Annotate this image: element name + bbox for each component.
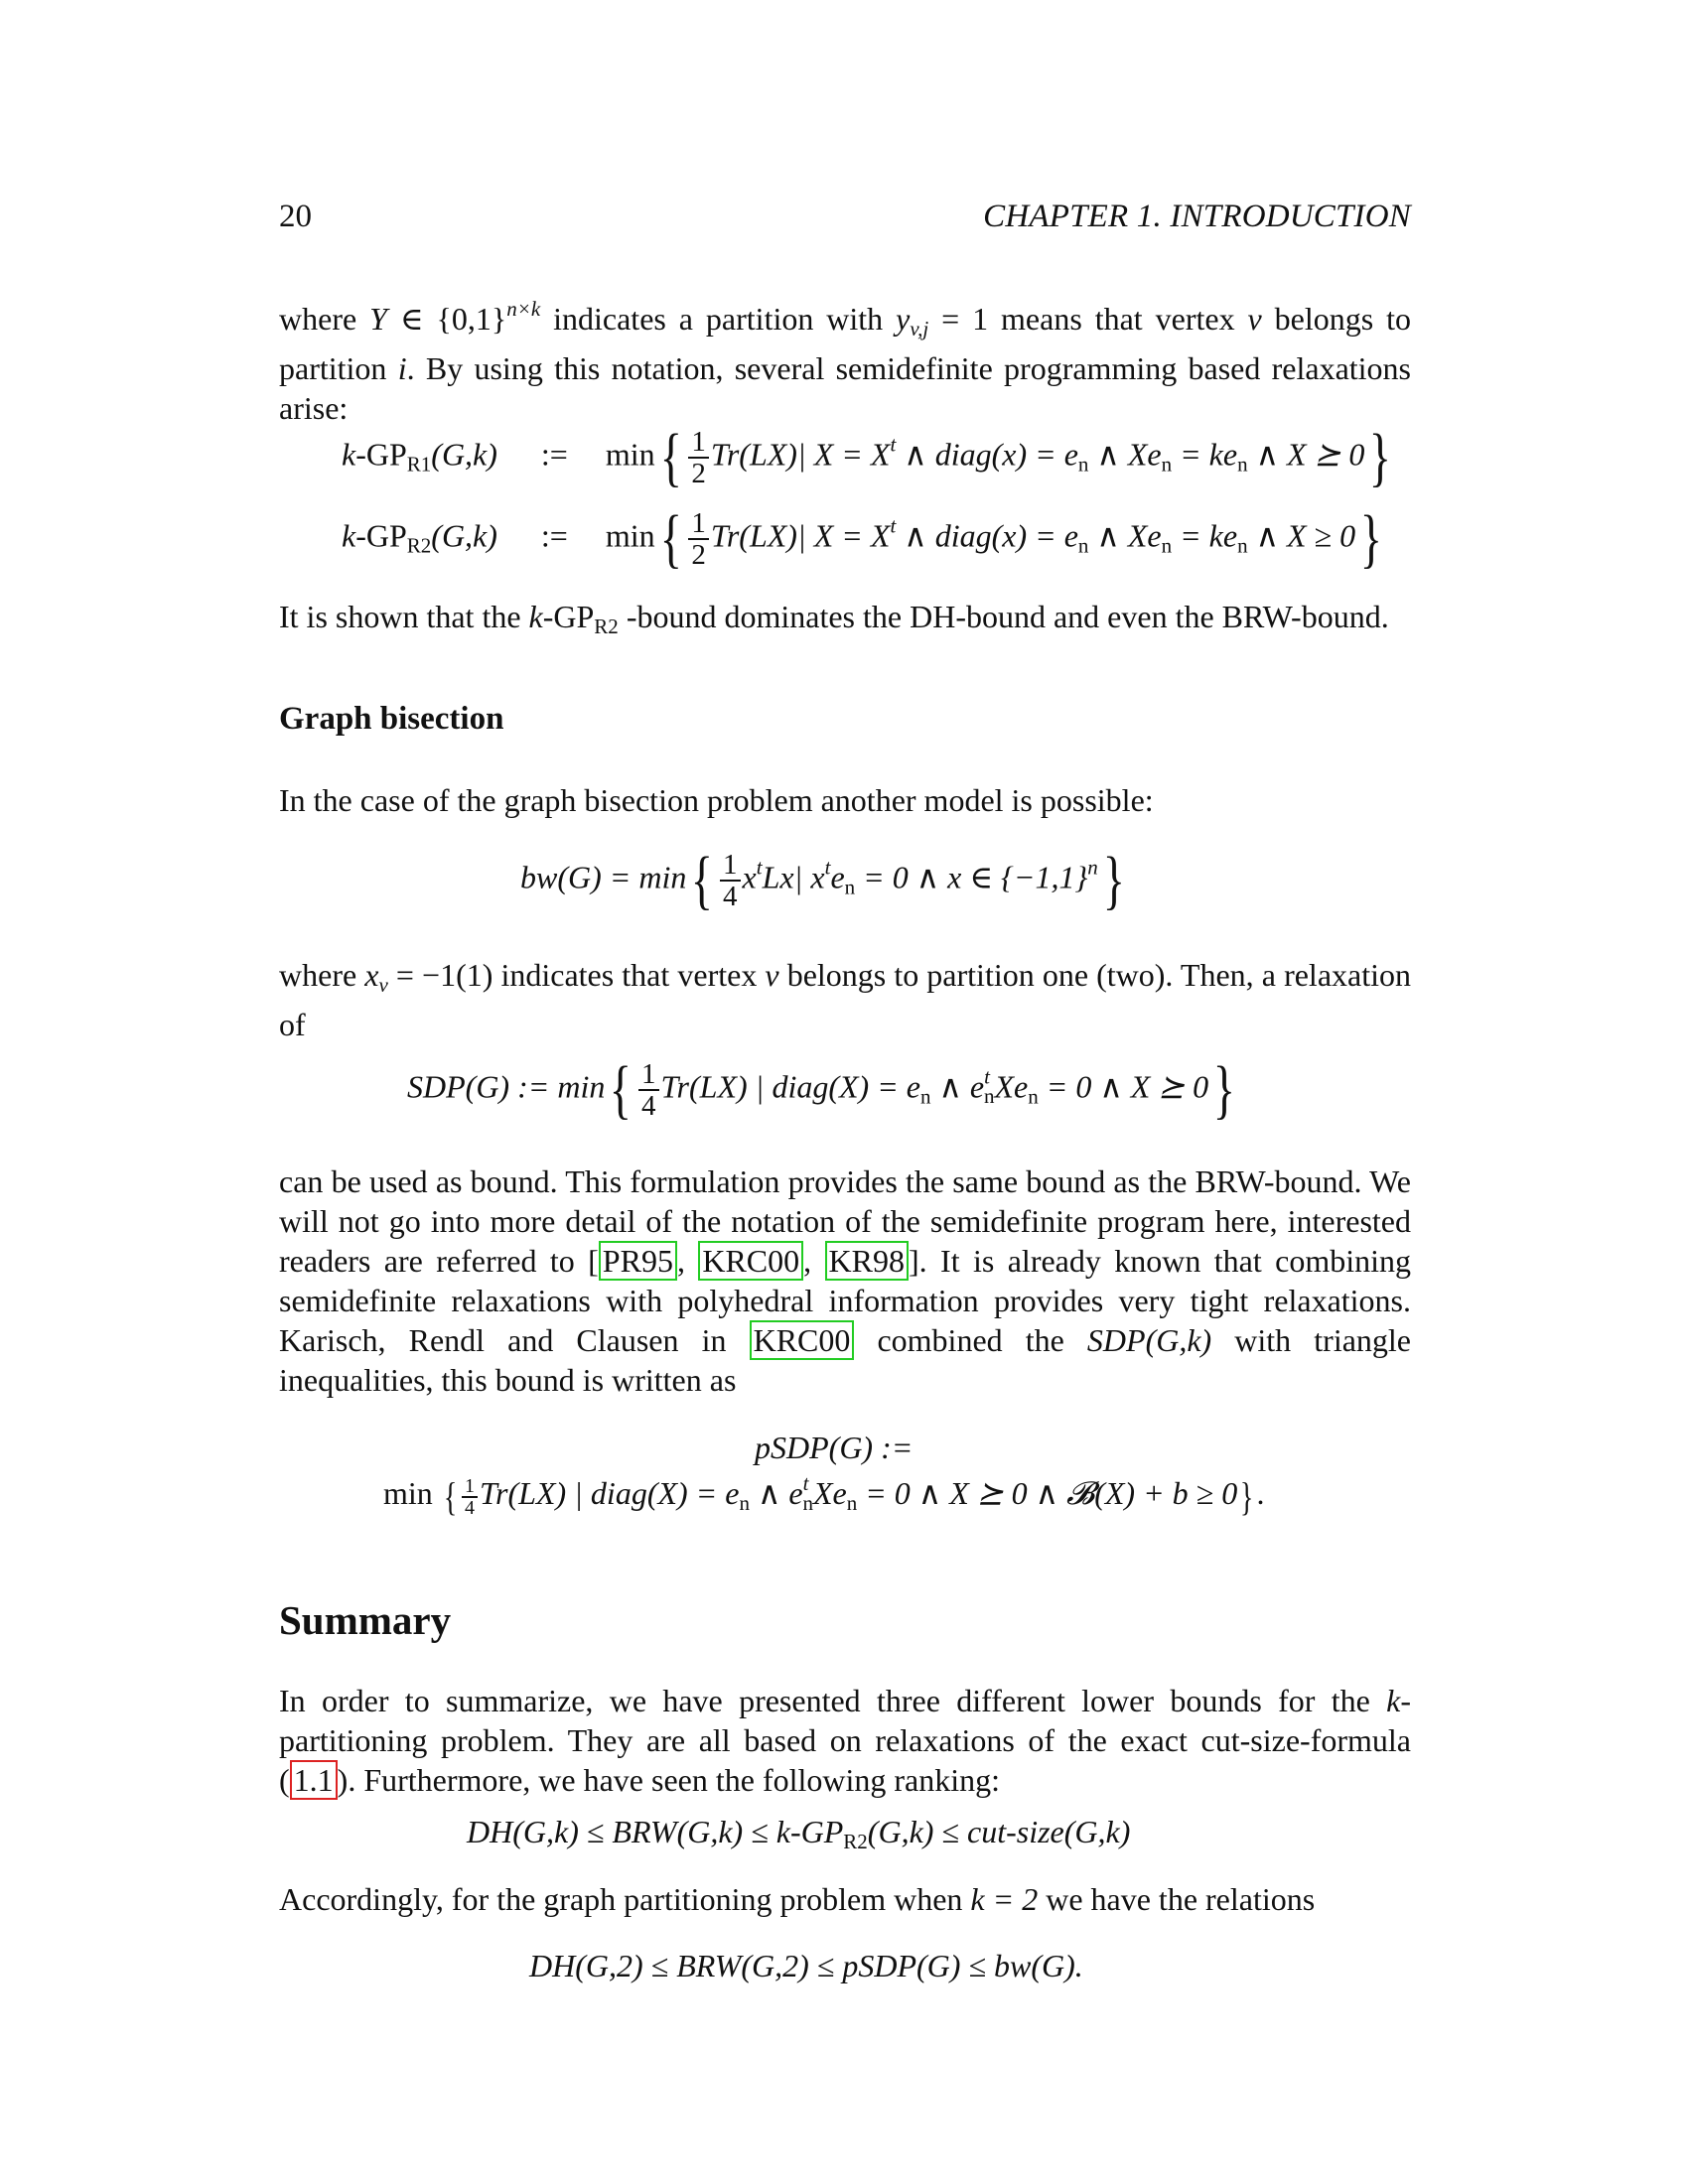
equation-reference-link[interactable]: 1.1	[290, 1760, 338, 1800]
equation-ranking-2: DH(G,2) ≤ BRW(G,2) ≤ pSDP(G) ≤ bw(G).	[529, 1948, 1083, 1983]
equation-gpr2: $k-GP_{R2}(G,k)$ := min{ $\frac{1}{2}$ Tr(LX)| $X = X^t$ ∧ diag(x) = $e_n$ ∧ $Xe_n = ke_n$ ∧ X ≥ 0}	[342, 502, 1383, 575]
equation-ranking-k: $DH(G,k) \le BRW(G,k) \le k-GP_{R2}(G,k)$ ≤ cut-size(G,k)	[467, 1814, 1131, 1853]
bisection-paragraph: In the case of the graph bisection problem another model is possible:	[279, 782, 1154, 818]
citation-link[interactable]: KRC00	[750, 1320, 855, 1360]
dominates-paragraph: It is shown that the $k-GP_{R2}$ -bound dominates the DH-bound and even the BRW-bound.	[279, 599, 1389, 638]
summary-paragraph: In order to summarize, we have presented three different lower bounds for the k-partitioning problem. They are all based on relaxations of the exact cut-size-formula ( 1.1 ). Furthermore, we have seen the following ranking:	[279, 1683, 1411, 1798]
citation-link[interactable]: PR95	[599, 1241, 677, 1281]
citation-link[interactable]: KR98	[825, 1241, 909, 1281]
section-heading-graph-bisection: Graph bisection	[279, 701, 504, 737]
intro-paragraph: where Y ∈ $\{0,1\}^{n\times k}$ indicates a partition with $y_{v,j} = 1$ means that vertex v belongs to partition i. By using this notation, several semidefinite programming based relaxations arise:	[279, 297, 1412, 426]
page-header	[279, 199, 1411, 244]
equation-sdp: SDP(G) := min{ $\frac{1}{4}$ Tr(LX) | diag(X) = $e_n$ ∧ $e^t_nXe_n = 0$ ∧ X ⪰ 0}	[407, 1053, 1236, 1126]
equation-bw: bw(G) = min{ $\frac{1}{4}$ $x^tLx|$ $x^te_n = 0$ ∧ x ∈ $\{-1,1\}^n$}	[520, 844, 1125, 916]
running-head: CHAPTER 1. INTRODUCTION	[983, 199, 1411, 234]
equation-psdp-rhs: min { $\frac{1}{4}$ Tr(LX) | diag(X) = $e_n$ ∧ $e^t_nXe_n = 0$ ∧ X ⪰ 0 ∧ 𝓑(X) + b ≥ 0}.	[383, 1471, 1265, 1519]
bound-paragraph: can be used as bound. This formulation provides the same bound as the BRW-bound. We will not go into more detail of the notation of the semidefinite program here, interested readers are referred to [ PR95 , KRC00 , KR98 ]. It is already known that combining semidefinite relaxations with polyhedral information provides very tight relaxations. Karisch, Rendl and Clausen in KRC00 combined the SDP(G,k) with triangle inequalities, this bound is written as	[279, 1163, 1412, 1398]
citation-link[interactable]: KRC00	[698, 1241, 803, 1281]
section-heading-summary: Summary	[279, 1597, 452, 1643]
where-x-paragraph: where $x_v = -1(1)$ indicates that vertex v belongs to partition one (two). Then, a relaxation of	[279, 957, 1412, 1042]
equation-psdp-lhs: pSDP(G) :=	[755, 1430, 914, 1465]
equation-gpr1: $k-GP_{R1}(G,k)$ := min{ $\frac{1}{2}$ Tr(LX)| $X = X^t$ ∧ diag(x) = $e_n$ ∧ $Xe_n = ke_n$ ∧ X ⪰ 0}	[342, 421, 1392, 493]
page-number: 20	[279, 199, 312, 234]
accordingly-paragraph: Accordingly, for the graph partitioning problem when k = 2 we have the relations	[279, 1881, 1316, 1917]
